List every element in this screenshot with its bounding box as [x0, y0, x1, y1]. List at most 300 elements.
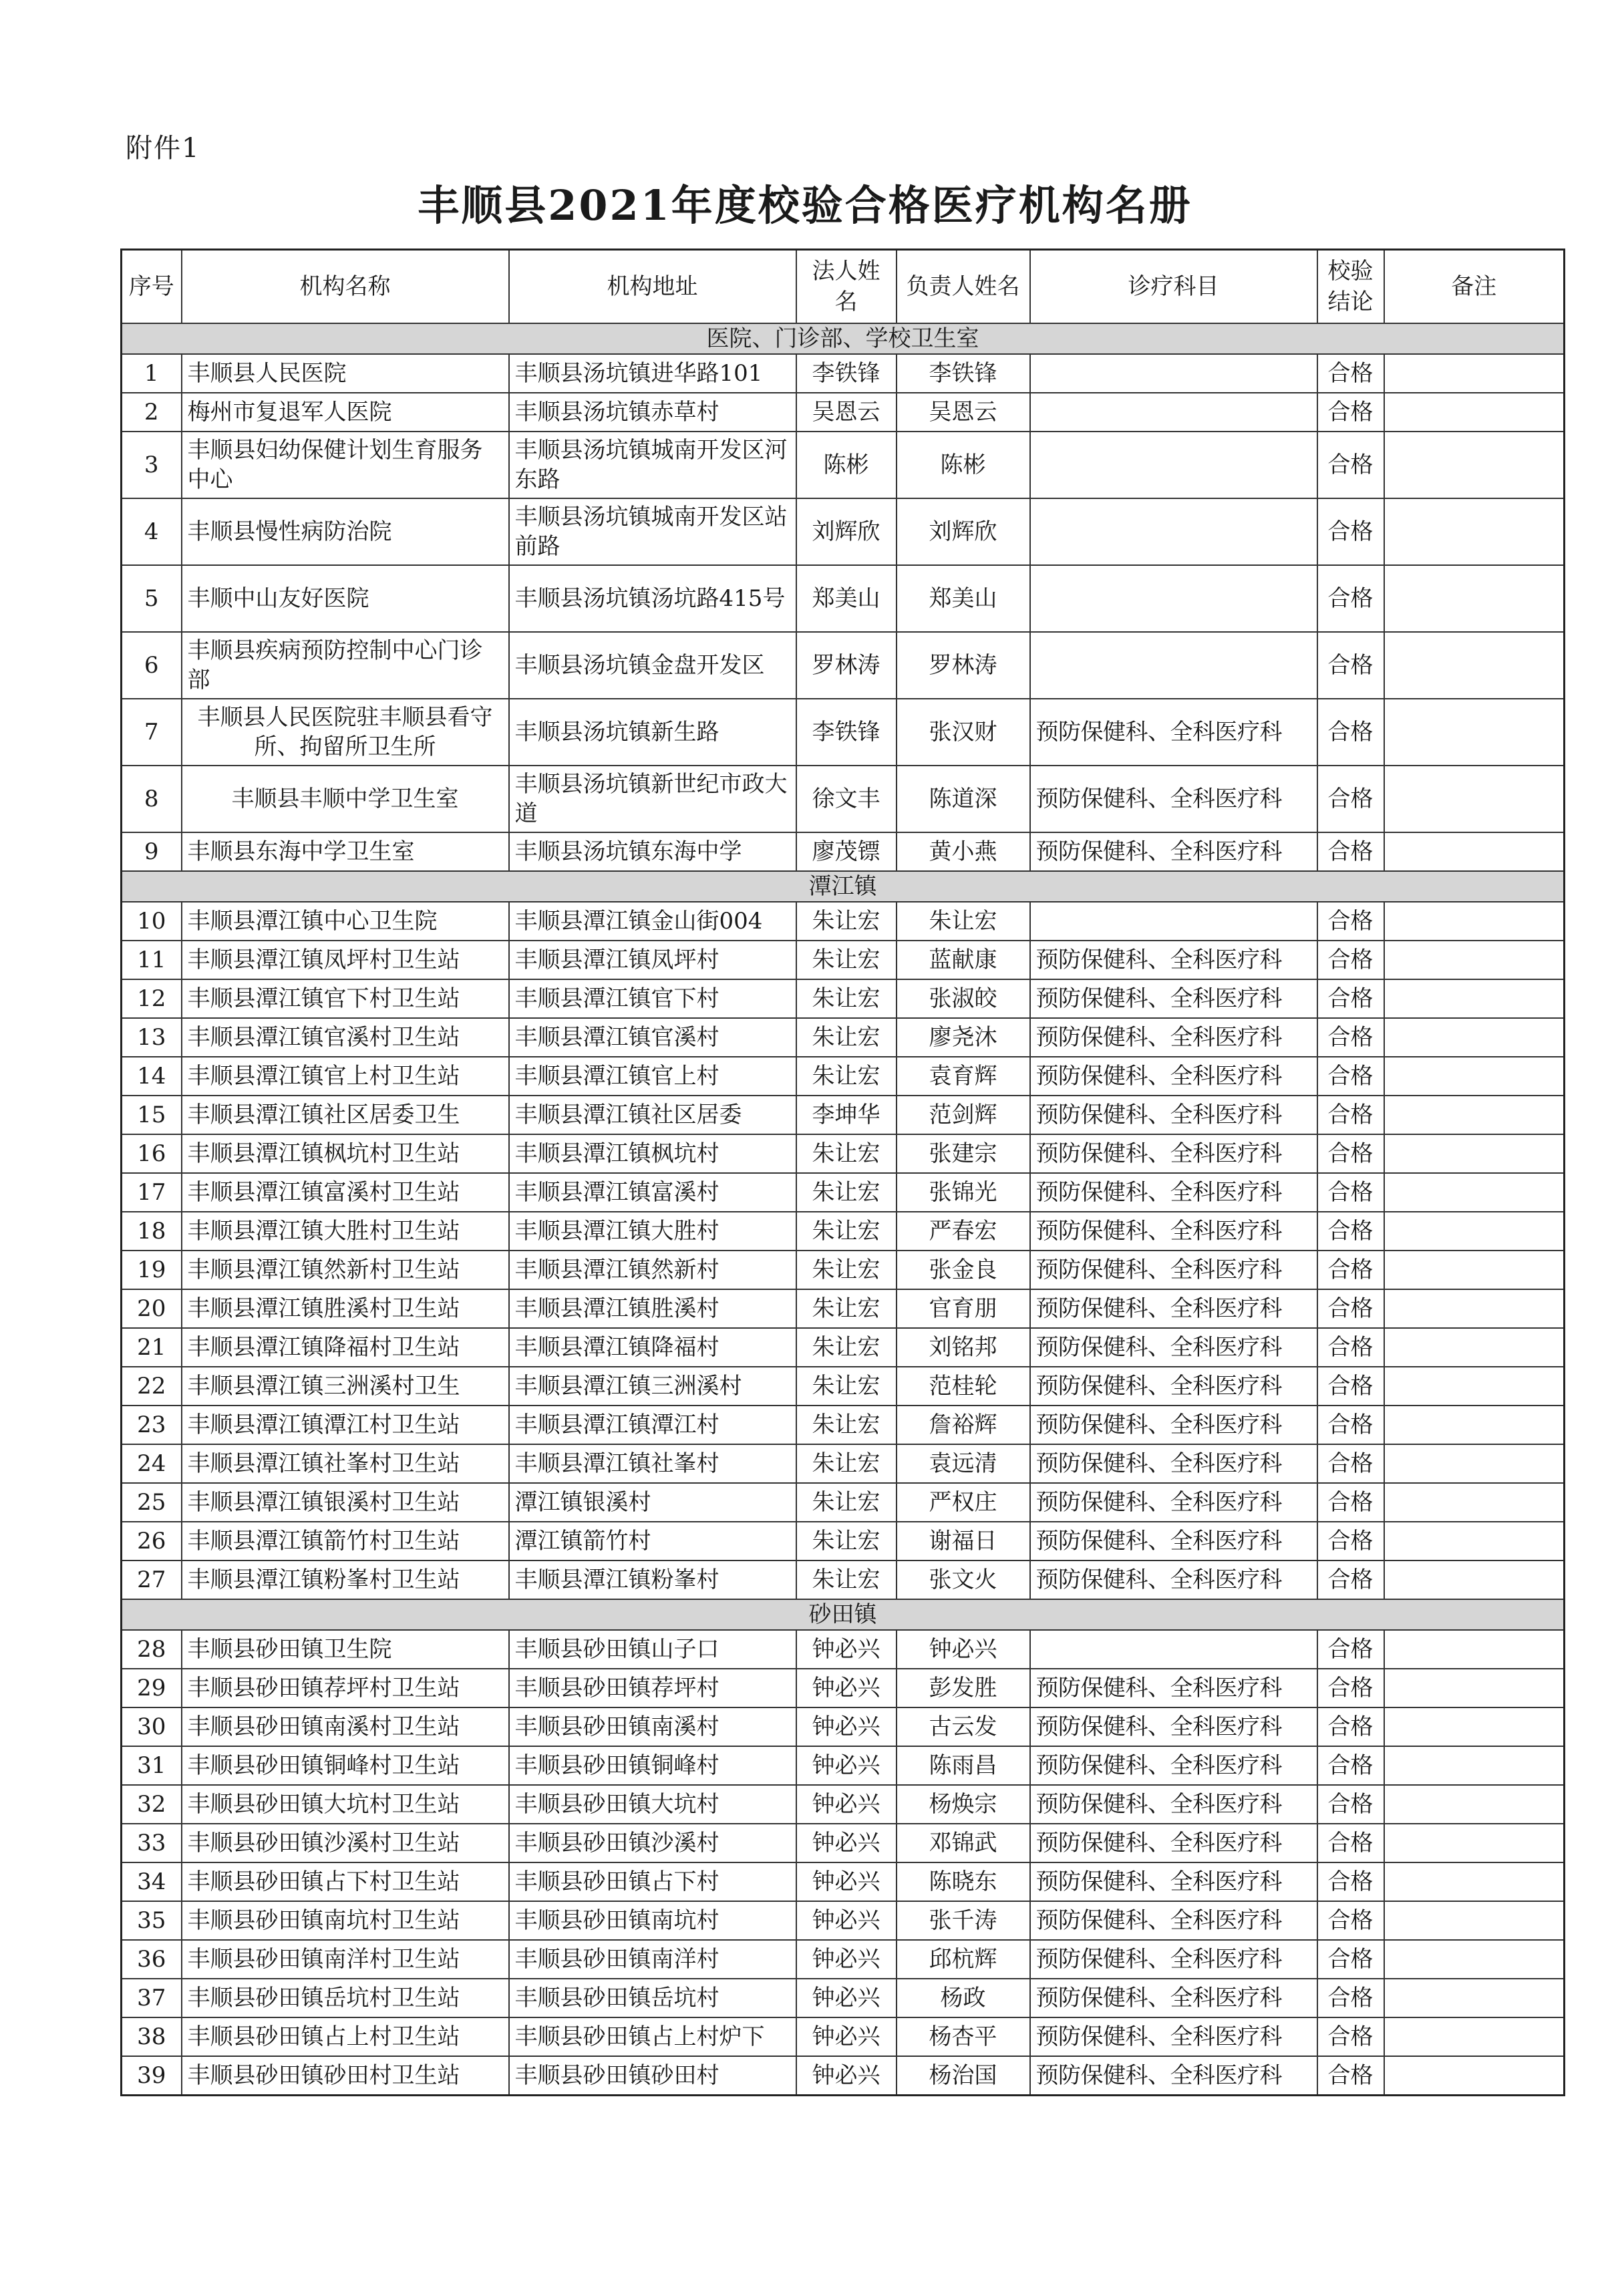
note-cell: [1384, 1785, 1565, 1824]
row-number: 38: [122, 2017, 182, 2056]
note-cell: [1384, 1289, 1565, 1328]
inspection-result: 合格: [1317, 1057, 1384, 1096]
responsible-person: 朱让宏: [897, 902, 1030, 941]
note-cell: [1384, 1746, 1565, 1785]
table-row: [122, 1979, 1565, 2017]
table-row: [122, 1289, 1565, 1328]
legal-representative: 朱让宏: [796, 1367, 897, 1406]
legal-representative: 钟必兴: [796, 1940, 897, 1979]
note-cell: [1384, 2017, 1565, 2056]
row-number: 7: [122, 699, 182, 766]
table-body: [122, 323, 1565, 2096]
table-header-row: [122, 250, 1565, 324]
note-cell: [1384, 1940, 1565, 1979]
institution-address: 丰顺县砂田镇南洋村: [509, 1940, 796, 1979]
row-number: 14: [122, 1057, 182, 1096]
departments: 预防保健科、全科医疗科: [1030, 1018, 1317, 1057]
note-cell: [1384, 1483, 1565, 1522]
note-cell: [1384, 766, 1565, 832]
note-cell: [1384, 832, 1565, 871]
table-row: [122, 1707, 1565, 1746]
legal-representative: 朱让宏: [796, 1328, 897, 1367]
institution-name: 丰顺县人民医院: [182, 354, 509, 393]
table-row: [122, 1862, 1565, 1901]
responsible-person: 黄小燕: [897, 832, 1030, 871]
note-cell: [1384, 1018, 1565, 1057]
departments: 预防保健科、全科医疗科: [1030, 979, 1317, 1018]
section-title: 潭江镇: [122, 871, 1565, 902]
inspection-result: 合格: [1317, 1212, 1384, 1251]
institution-address: 丰顺县潭江镇官下村: [509, 979, 796, 1018]
note-cell: [1384, 1630, 1565, 1669]
institution-address: 丰顺县汤坑镇金盘开发区: [509, 632, 796, 699]
institution-name: 丰顺县潭江镇潭江村卫生站: [182, 1406, 509, 1444]
departments: 预防保健科、全科医疗科: [1030, 1328, 1317, 1367]
row-number: 35: [122, 1901, 182, 1940]
row-number: 29: [122, 1669, 182, 1707]
institution-name: 丰顺县砂田镇占上村卫生站: [182, 2017, 509, 2056]
institution-name: 丰顺县潭江镇中心卫生院: [182, 902, 509, 941]
legal-representative: 朱让宏: [796, 1134, 897, 1173]
legal-representative: 朱让宏: [796, 1173, 897, 1212]
inspection-result: 合格: [1317, 498, 1384, 565]
note-cell: [1384, 1134, 1565, 1173]
departments: 预防保健科、全科医疗科: [1030, 1522, 1317, 1561]
header-no: 序号: [122, 250, 182, 324]
legal-representative: 郑美山: [796, 565, 897, 632]
departments: 预防保健科、全科医疗科: [1030, 1483, 1317, 1522]
header-note: 备注: [1384, 250, 1565, 324]
note-cell: [1384, 1669, 1565, 1707]
table-row: [122, 1901, 1565, 1940]
inspection-result: 合格: [1317, 2017, 1384, 2056]
note-cell: [1384, 498, 1565, 565]
responsible-person: 吴恩云: [897, 393, 1030, 432]
table-row: [122, 498, 1565, 565]
legal-representative: 钟必兴: [796, 1979, 897, 2017]
inspection-result: 合格: [1317, 432, 1384, 498]
departments: [1030, 1630, 1317, 1669]
responsible-person: 杨政: [897, 1979, 1030, 2017]
institution-name: 丰顺县潭江镇三洲溪村卫生: [182, 1367, 509, 1406]
institution-address: 丰顺县潭江镇凤坪村: [509, 941, 796, 979]
institution-address: 丰顺县潭江镇金山街004: [509, 902, 796, 941]
note-cell: [1384, 1522, 1565, 1561]
table-row: [122, 393, 1565, 432]
row-number: 39: [122, 2056, 182, 2096]
note-cell: [1384, 354, 1565, 393]
departments: 预防保健科、全科医疗科: [1030, 1669, 1317, 1707]
legal-representative: 钟必兴: [796, 1862, 897, 1901]
departments: 预防保健科、全科医疗科: [1030, 1251, 1317, 1289]
departments: 预防保健科、全科医疗科: [1030, 1096, 1317, 1134]
institution-name: 丰顺县潭江镇大胜村卫生站: [182, 1212, 509, 1251]
institution-name: 丰顺县慢性病防治院: [182, 498, 509, 565]
inspection-result: 合格: [1317, 1018, 1384, 1057]
inspection-result: 合格: [1317, 354, 1384, 393]
institution-name: 丰顺中山友好医院: [182, 565, 509, 632]
institution-name: 丰顺县东海中学卫生室: [182, 832, 509, 871]
note-cell: [1384, 1057, 1565, 1096]
institution-name: 丰顺县潭江镇凤坪村卫生站: [182, 941, 509, 979]
table-row: [122, 1367, 1565, 1406]
note-cell: [1384, 1707, 1565, 1746]
institution-address: 丰顺县潭江镇富溪村: [509, 1173, 796, 1212]
note-cell: [1384, 632, 1565, 699]
table-row: [122, 1406, 1565, 1444]
note-cell: [1384, 1096, 1565, 1134]
inspection-result: 合格: [1317, 393, 1384, 432]
responsible-person: 蓝献康: [897, 941, 1030, 979]
institution-address: 丰顺县潭江镇然新村: [509, 1251, 796, 1289]
responsible-person: 袁育辉: [897, 1057, 1030, 1096]
row-number: 24: [122, 1444, 182, 1483]
departments: 预防保健科、全科医疗科: [1030, 832, 1317, 871]
table-row: [122, 1746, 1565, 1785]
institution-address: 丰顺县潭江镇胜溪村: [509, 1289, 796, 1328]
responsible-person: 陈雨昌: [897, 1746, 1030, 1785]
legal-representative: 朱让宏: [796, 941, 897, 979]
inspection-result: 合格: [1317, 1367, 1384, 1406]
legal-representative: 朱让宏: [796, 1406, 897, 1444]
institution-name: 丰顺县砂田镇南洋村卫生站: [182, 1940, 509, 1979]
legal-representative: 钟必兴: [796, 1669, 897, 1707]
departments: 预防保健科、全科医疗科: [1030, 1785, 1317, 1824]
note-cell: [1384, 1444, 1565, 1483]
row-number: 21: [122, 1328, 182, 1367]
institution-name: 丰顺县砂田镇铜峰村卫生站: [182, 1746, 509, 1785]
inspection-result: 合格: [1317, 1289, 1384, 1328]
legal-representative: 李坤华: [796, 1096, 897, 1134]
institution-name: 丰顺县潭江镇枫坑村卫生站: [182, 1134, 509, 1173]
institution-name: 丰顺县砂田镇大坑村卫生站: [182, 1785, 509, 1824]
responsible-person: 李铁锋: [897, 354, 1030, 393]
legal-representative: 朱让宏: [796, 1444, 897, 1483]
inspection-result: 合格: [1317, 699, 1384, 766]
row-number: 36: [122, 1940, 182, 1979]
table-row: [122, 699, 1565, 766]
responsible-person: 邱杭辉: [897, 1940, 1030, 1979]
legal-representative: 朱让宏: [796, 1289, 897, 1328]
table-row: [122, 2017, 1565, 2056]
inspection-result: 合格: [1317, 1824, 1384, 1862]
legal-representative: 朱让宏: [796, 1018, 897, 1057]
institution-address: 丰顺县砂田镇岳坑村: [509, 1979, 796, 2017]
institution-address: 丰顺县潭江镇枫坑村: [509, 1134, 796, 1173]
row-number: 28: [122, 1630, 182, 1669]
responsible-person: 范剑辉: [897, 1096, 1030, 1134]
departments: 预防保健科、全科医疗科: [1030, 1862, 1317, 1901]
table-row: [122, 1561, 1565, 1599]
legal-representative: 钟必兴: [796, 2017, 897, 2056]
institution-name: 丰顺县砂田镇岳坑村卫生站: [182, 1979, 509, 2017]
institution-name: 丰顺县人民医院驻丰顺县看守所、拘留所卫生所: [182, 699, 509, 766]
table-row: [122, 979, 1565, 1018]
attachment-label: 附件1: [126, 133, 200, 164]
row-number: 37: [122, 1979, 182, 2017]
legal-representative: 钟必兴: [796, 2056, 897, 2096]
inspection-result: 合格: [1317, 1134, 1384, 1173]
header-legal: 法人姓名: [796, 250, 897, 324]
departments: [1030, 565, 1317, 632]
institution-address: 丰顺县砂田镇大坑村: [509, 1785, 796, 1824]
institution-address: 丰顺县汤坑镇新世纪市政大道: [509, 766, 796, 832]
departments: 预防保健科、全科医疗科: [1030, 1940, 1317, 1979]
inspection-result: 合格: [1317, 902, 1384, 941]
table-row: [122, 1824, 1565, 1862]
legal-representative: 朱让宏: [796, 1057, 897, 1096]
inspection-result: 合格: [1317, 1707, 1384, 1746]
responsible-person: 张千涛: [897, 1901, 1030, 1940]
inspection-result: 合格: [1317, 1785, 1384, 1824]
table-row: [122, 1251, 1565, 1289]
inspection-result: 合格: [1317, 766, 1384, 832]
responsible-person: 刘辉欣: [897, 498, 1030, 565]
inspection-result: 合格: [1317, 1406, 1384, 1444]
responsible-person: 范桂轮: [897, 1367, 1030, 1406]
inspection-result: 合格: [1317, 1746, 1384, 1785]
responsible-person: 严春宏: [897, 1212, 1030, 1251]
institution-name: 丰顺县砂田镇占下村卫生站: [182, 1862, 509, 1901]
responsible-person: 古云发: [897, 1707, 1030, 1746]
header-result: 校验结论: [1317, 250, 1384, 324]
inspection-result: 合格: [1317, 1940, 1384, 1979]
institution-address: 丰顺县汤坑镇进华路101: [509, 354, 796, 393]
responsible-person: 廖尧沐: [897, 1018, 1030, 1057]
departments: 预防保健科、全科医疗科: [1030, 766, 1317, 832]
inspection-result: 合格: [1317, 1862, 1384, 1901]
table-row: [122, 632, 1565, 699]
institution-address: 丰顺县砂田镇荐坪村: [509, 1669, 796, 1707]
departments: 预防保健科、全科医疗科: [1030, 1289, 1317, 1328]
note-cell: [1384, 1406, 1565, 1444]
institution-address: 丰顺县潭江镇降福村: [509, 1328, 796, 1367]
legal-representative: 钟必兴: [796, 1746, 897, 1785]
inspection-result: 合格: [1317, 1901, 1384, 1940]
institution-name: 丰顺县潭江镇社峯村卫生站: [182, 1444, 509, 1483]
departments: 预防保健科、全科医疗科: [1030, 1367, 1317, 1406]
responsible-person: 张文火: [897, 1561, 1030, 1599]
responsible-person: 张金良: [897, 1251, 1030, 1289]
legal-representative: 朱让宏: [796, 902, 897, 941]
table-row: [122, 1134, 1565, 1173]
row-number: 33: [122, 1824, 182, 1862]
section-header-row: [122, 1599, 1565, 1630]
departments: 预防保健科、全科医疗科: [1030, 1746, 1317, 1785]
responsible-person: 郑美山: [897, 565, 1030, 632]
table-row: [122, 1940, 1565, 1979]
row-number: 4: [122, 498, 182, 565]
row-number: 12: [122, 979, 182, 1018]
institution-name: 丰顺县砂田镇卫生院: [182, 1630, 509, 1669]
institution-address: 丰顺县砂田镇南坑村: [509, 1901, 796, 1940]
departments: [1030, 354, 1317, 393]
note-cell: [1384, 1979, 1565, 2017]
legal-representative: 钟必兴: [796, 1901, 897, 1940]
departments: 预防保健科、全科医疗科: [1030, 1707, 1317, 1746]
table-row: [122, 1785, 1565, 1824]
note-cell: [1384, 1901, 1565, 1940]
note-cell: [1384, 1561, 1565, 1599]
row-number: 32: [122, 1785, 182, 1824]
note-cell: [1384, 699, 1565, 766]
departments: [1030, 902, 1317, 941]
institution-address: 丰顺县潭江镇潭江村: [509, 1406, 796, 1444]
row-number: 31: [122, 1746, 182, 1785]
institution-name: 丰顺县疾病预防控制中心门诊部: [182, 632, 509, 699]
note-cell: [1384, 1212, 1565, 1251]
table-row: [122, 2056, 1565, 2096]
note-cell: [1384, 1251, 1565, 1289]
legal-representative: 朱让宏: [796, 1561, 897, 1599]
legal-representative: 朱让宏: [796, 1522, 897, 1561]
table-row: [122, 1057, 1565, 1096]
legal-representative: 钟必兴: [796, 1824, 897, 1862]
institution-address: 丰顺县潭江镇社峯村: [509, 1444, 796, 1483]
institution-address: 丰顺县汤坑镇汤坑路415号: [509, 565, 796, 632]
row-number: 30: [122, 1707, 182, 1746]
inspection-result: 合格: [1317, 1328, 1384, 1367]
inspection-result: 合格: [1317, 1561, 1384, 1599]
institution-address: 潭江镇箭竹村: [509, 1522, 796, 1561]
legal-representative: 陈彬: [796, 432, 897, 498]
table-row: [122, 1522, 1565, 1561]
institution-name: 丰顺县潭江镇银溪村卫生站: [182, 1483, 509, 1522]
institution-address: 丰顺县潭江镇大胜村: [509, 1212, 796, 1251]
row-number: 5: [122, 565, 182, 632]
institution-name: 丰顺县潭江镇社区居委卫生: [182, 1096, 509, 1134]
institution-address: 丰顺县潭江镇官上村: [509, 1057, 796, 1096]
row-number: 11: [122, 941, 182, 979]
header-departments: 诊疗科目: [1030, 250, 1317, 324]
institution-address: 潭江镇银溪村: [509, 1483, 796, 1522]
table-row: [122, 1328, 1565, 1367]
responsible-person: 杨焕宗: [897, 1785, 1030, 1824]
row-number: 9: [122, 832, 182, 871]
departments: 预防保健科、全科医疗科: [1030, 2017, 1317, 2056]
departments: 预防保健科、全科医疗科: [1030, 1824, 1317, 1862]
table-row: [122, 941, 1565, 979]
institution-name: 丰顺县潭江镇胜溪村卫生站: [182, 1289, 509, 1328]
table-row: [122, 1444, 1565, 1483]
inspection-result: 合格: [1317, 1483, 1384, 1522]
table-row: [122, 1018, 1565, 1057]
header-name: 机构名称: [182, 250, 509, 324]
institution-name: 丰顺县砂田镇南坑村卫生站: [182, 1901, 509, 1940]
departments: 预防保健科、全科医疗科: [1030, 1173, 1317, 1212]
institution-name: 丰顺县潭江镇官溪村卫生站: [182, 1018, 509, 1057]
institution-name: 丰顺县砂田镇荐坪村卫生站: [182, 1669, 509, 1707]
responsible-person: 谢福日: [897, 1522, 1030, 1561]
departments: 预防保健科、全科医疗科: [1030, 1561, 1317, 1599]
departments: 预防保健科、全科医疗科: [1030, 941, 1317, 979]
section-title: 砂田镇: [122, 1599, 1565, 1630]
responsible-person: 杨杏平: [897, 2017, 1030, 2056]
departments: 预防保健科、全科医疗科: [1030, 699, 1317, 766]
institution-address: 丰顺县砂田镇占上村炉下: [509, 2017, 796, 2056]
table-row: [122, 1483, 1565, 1522]
institution-address: 丰顺县潭江镇社区居委: [509, 1096, 796, 1134]
note-cell: [1384, 1862, 1565, 1901]
section-header-row: [122, 323, 1565, 354]
legal-representative: 吴恩云: [796, 393, 897, 432]
legal-representative: 李铁锋: [796, 354, 897, 393]
institution-address: 丰顺县砂田镇南溪村: [509, 1707, 796, 1746]
responsible-person: 张淑皎: [897, 979, 1030, 1018]
section-title: 医院、门诊部、学校卫生室: [122, 323, 1565, 354]
responsible-person: 袁远清: [897, 1444, 1030, 1483]
table-row: [122, 832, 1565, 871]
institution-name: 丰顺县潭江镇粉峯村卫生站: [182, 1561, 509, 1599]
departments: [1030, 393, 1317, 432]
institution-name: 丰顺县砂田镇沙溪村卫生站: [182, 1824, 509, 1862]
inspection-result: 合格: [1317, 1096, 1384, 1134]
note-cell: [1384, 1173, 1565, 1212]
responsible-person: 钟必兴: [897, 1630, 1030, 1669]
table-row: [122, 1212, 1565, 1251]
responsible-person: 陈晓东: [897, 1862, 1030, 1901]
legal-representative: 朱让宏: [796, 1251, 897, 1289]
inspection-result: 合格: [1317, 979, 1384, 1018]
institution-name: 丰顺县潭江镇官下村卫生站: [182, 979, 509, 1018]
institution-name: 丰顺县潭江镇然新村卫生站: [182, 1251, 509, 1289]
institution-address: 丰顺县砂田镇铜峰村: [509, 1746, 796, 1785]
responsible-person: 彭发胜: [897, 1669, 1030, 1707]
row-number: 25: [122, 1483, 182, 1522]
institution-name: 丰顺县妇幼保健计划生育服务中心: [182, 432, 509, 498]
note-cell: [1384, 979, 1565, 1018]
responsible-person: 罗林涛: [897, 632, 1030, 699]
institution-address: 丰顺县砂田镇占下村: [509, 1862, 796, 1901]
note-cell: [1384, 432, 1565, 498]
row-number: 22: [122, 1367, 182, 1406]
row-number: 18: [122, 1212, 182, 1251]
institution-name: 丰顺县潭江镇降福村卫生站: [182, 1328, 509, 1367]
table-row: [122, 565, 1565, 632]
note-cell: [1384, 941, 1565, 979]
table-row: [122, 766, 1565, 832]
note-cell: [1384, 1328, 1565, 1367]
institution-name: 丰顺县潭江镇富溪村卫生站: [182, 1173, 509, 1212]
institution-address: 丰顺县潭江镇粉峯村: [509, 1561, 796, 1599]
note-cell: [1384, 902, 1565, 941]
departments: [1030, 498, 1317, 565]
row-number: 3: [122, 432, 182, 498]
note-cell: [1384, 2056, 1565, 2096]
responsible-person: 刘铭邦: [897, 1328, 1030, 1367]
note-cell: [1384, 1824, 1565, 1862]
institution-roster-table: [120, 249, 1565, 2096]
responsible-person: 詹裕辉: [897, 1406, 1030, 1444]
inspection-result: 合格: [1317, 941, 1384, 979]
institution-name: 丰顺县砂田镇南溪村卫生站: [182, 1707, 509, 1746]
inspection-result: 合格: [1317, 1251, 1384, 1289]
table-row: [122, 1096, 1565, 1134]
inspection-result: 合格: [1317, 1522, 1384, 1561]
legal-representative: 朱让宏: [796, 1212, 897, 1251]
row-number: 26: [122, 1522, 182, 1561]
departments: 预防保健科、全科医疗科: [1030, 1901, 1317, 1940]
legal-representative: 朱让宏: [796, 1483, 897, 1522]
inspection-result: 合格: [1317, 2056, 1384, 2096]
departments: [1030, 632, 1317, 699]
institution-address: 丰顺县汤坑镇东海中学: [509, 832, 796, 871]
institution-address: 丰顺县砂田镇山子口: [509, 1630, 796, 1669]
row-number: 2: [122, 393, 182, 432]
header-address: 机构地址: [509, 250, 796, 324]
legal-representative: 钟必兴: [796, 1707, 897, 1746]
legal-representative: 廖茂镖: [796, 832, 897, 871]
